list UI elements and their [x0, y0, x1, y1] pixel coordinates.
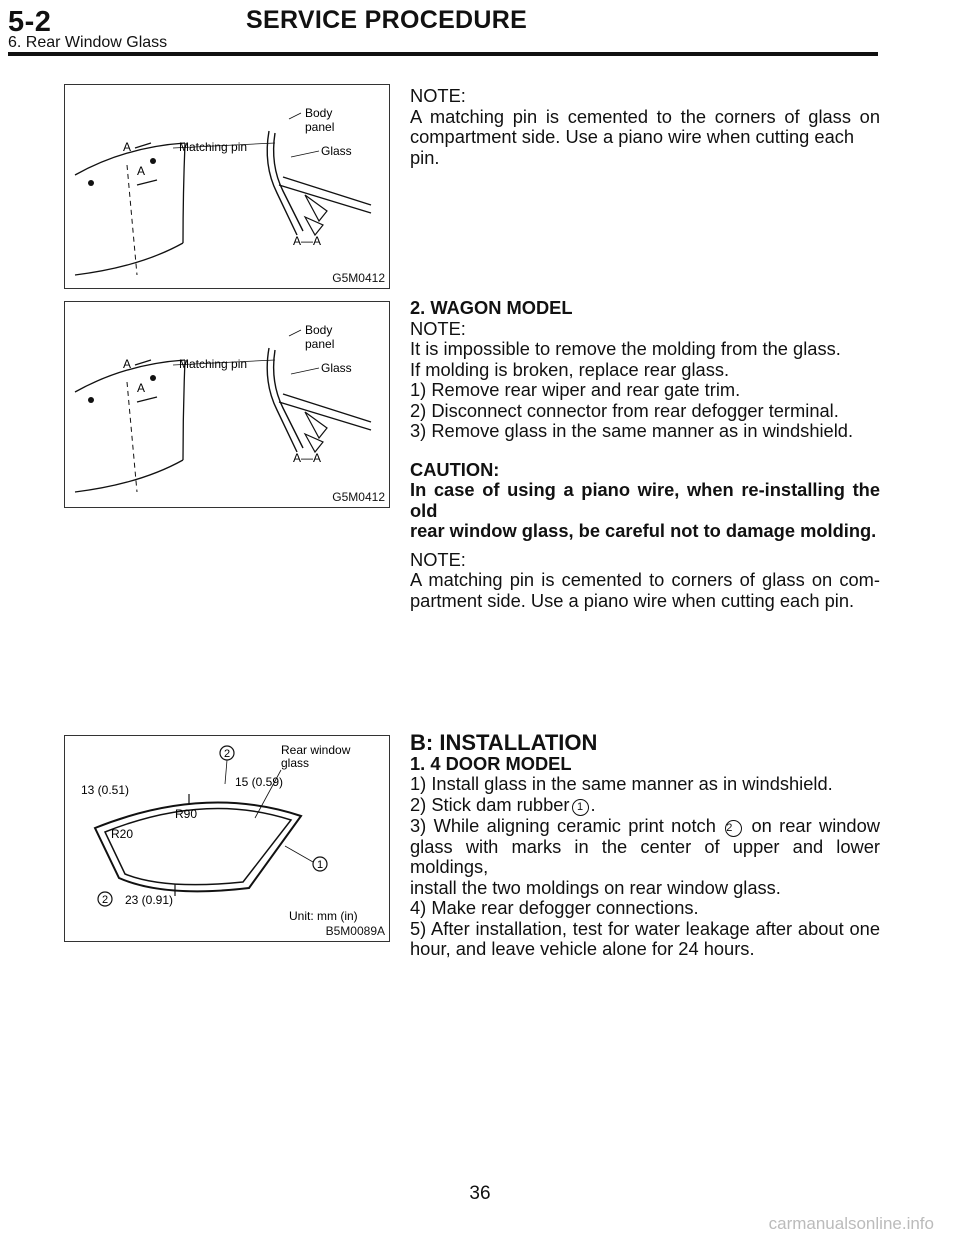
- step-3-line-2: glass with marks in the center of upper and lower moldings,: [410, 835, 880, 877]
- caution-line: rear window glass, be careful not to damage molding.: [410, 520, 877, 541]
- note-block-1: [410, 86, 880, 168]
- label-dim-23: 23 (0.91): [125, 893, 174, 907]
- label-dim-15: 15 (0.59): [235, 775, 284, 789]
- section-heading: B: INSTALLATION: [410, 730, 598, 755]
- label-glass: Glass: [321, 144, 352, 158]
- label-panel: panel: [305, 337, 335, 351]
- step-1: 1) Remove rear wiper and rear gate trim.: [410, 379, 741, 400]
- step-2: [410, 795, 880, 816]
- label-a-bottom: A: [137, 381, 146, 395]
- label-body: Body: [305, 323, 333, 337]
- step-2-text: 2) Stick dam rubber: [410, 793, 570, 815]
- label-r90: R90: [175, 807, 198, 821]
- label-a-top: A: [123, 357, 132, 371]
- step-3-end: on rear window: [751, 814, 880, 836]
- figure-code: B5M0089A: [325, 924, 385, 938]
- label-dim-13: 13 (0.51): [81, 783, 130, 797]
- label-glass: Glass: [321, 361, 352, 375]
- circle-1: 1: [316, 859, 324, 871]
- circle-2-bottom: 2: [101, 894, 109, 906]
- step-3: [410, 816, 880, 837]
- step-2: 2) Disconnect connector from rear defogger terminal.: [410, 399, 839, 421]
- note-label: NOTE:: [410, 317, 466, 339]
- page-title: SERVICE PROCEDURE: [246, 6, 528, 34]
- note-line: A matching pin is cemented to the corners of glass on: [410, 105, 880, 127]
- step-3-text: 3) While aligning ceramic print notch: [410, 814, 716, 836]
- label-a-bottom: A: [137, 164, 146, 178]
- step-5: 5) After installation, test for water leakage after about one: [410, 917, 880, 939]
- header-rule: [8, 52, 878, 56]
- wagon-model-block: [410, 298, 880, 611]
- step-4: 4) Make rear defogger connections.: [410, 897, 699, 918]
- step-2-end: .: [590, 793, 596, 815]
- label-matching-pin: Matching pin: [179, 140, 248, 154]
- label-section: A—A: [293, 451, 322, 465]
- step-5-line-2: hour, and leave vehicle alone for 24 hours.: [410, 938, 755, 959]
- spacer: [410, 542, 880, 550]
- circle-1-ref: 1: [572, 799, 589, 816]
- label-r20: R20: [111, 827, 134, 841]
- label-matching-pin: Matching pin: [179, 357, 248, 371]
- caution-label: CAUTION:: [410, 458, 500, 480]
- note-line: If molding is broken, replace rear glass.: [410, 358, 730, 380]
- installation-block: [410, 730, 880, 960]
- label-body: Body: [305, 106, 333, 120]
- label-panel: panel: [305, 120, 335, 134]
- step-3-line-3: install the two moldings on rear window glass.: [410, 876, 781, 898]
- rear-window-diagram: [65, 736, 389, 941]
- note-line: A matching pin is cemented to corners of glass on com-: [410, 569, 880, 590]
- page-subtitle: 6. Rear Window Glass: [8, 34, 168, 51]
- note-line: compartment side. Use a piano wire when cutting each pin.: [410, 126, 855, 168]
- figure-code: G5M0412: [332, 271, 385, 285]
- label-rear-window: Rear window: [281, 743, 351, 757]
- spacer: [410, 442, 880, 460]
- label-section: A—A: [293, 234, 322, 248]
- figure-rear-window-glass: [64, 735, 390, 942]
- note-label: NOTE:: [410, 548, 466, 570]
- figure-matching-pin-1: [64, 84, 390, 289]
- circle-2-top: 2: [223, 748, 231, 760]
- wagon-heading: 2. WAGON MODEL: [410, 297, 573, 318]
- step-1: 1) Install glass in the same manner as in windshield.: [410, 773, 833, 794]
- section-code: 5-2: [8, 6, 52, 38]
- watermark: carmanualsonline.info: [768, 1214, 934, 1233]
- note-line: partment side. Use a piano wire when cutting each pin.: [410, 589, 855, 611]
- page-number: 36: [469, 1183, 491, 1204]
- matching-pin-diagram: [65, 85, 389, 288]
- note-label: NOTE:: [410, 85, 466, 106]
- figure-matching-pin-2: [64, 301, 390, 508]
- circle-2-ref: 2: [725, 820, 742, 837]
- step-3: 3) Remove glass in the same manner as in windshield.: [410, 420, 854, 441]
- label-glass: glass: [281, 756, 310, 770]
- note-line: It is impossible to remove the molding from the glass.: [410, 338, 841, 359]
- figure-code: G5M0412: [332, 490, 385, 504]
- label-unit: Unit: mm (in): [289, 909, 358, 923]
- four-door-heading: 1. 4 DOOR MODEL: [410, 752, 572, 774]
- caution-line: In case of using a piano wire, when re-installing the old: [410, 479, 880, 521]
- label-a-top: A: [123, 140, 132, 154]
- matching-pin-diagram: [65, 302, 389, 507]
